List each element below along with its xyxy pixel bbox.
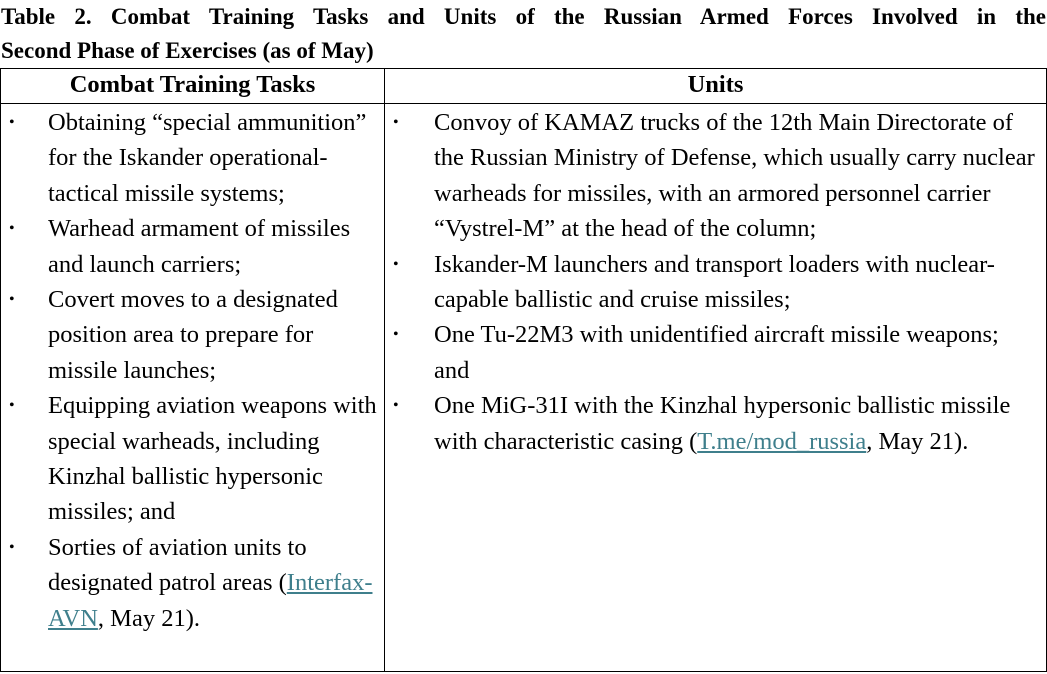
list-item-text: , May 21). xyxy=(97,604,200,632)
bullet-icon: • xyxy=(393,255,399,273)
tasks-list xyxy=(1,105,378,636)
header-units: Units xyxy=(385,69,1047,104)
list-item-text: Covert moves to a designated position area to prepare for missile launches; xyxy=(48,286,338,384)
list-item-unit-1 xyxy=(385,105,1046,247)
bullet-icon: • xyxy=(393,114,399,131)
list-item-text: , May 21). xyxy=(866,427,969,455)
bullet-icon: • xyxy=(9,220,15,238)
list-item-unit-3 xyxy=(385,317,1046,388)
source-link-interfax[interactable]: Interfax-AVN xyxy=(48,569,373,632)
list-item-text: One Tu-22M3 with unidentified aircraft missile weapons; and xyxy=(434,321,999,384)
bullet-icon: • xyxy=(9,538,15,556)
list-item-text: Warhead armament of missiles and launch carriers; xyxy=(48,215,351,278)
tasks-cell xyxy=(1,104,385,672)
list-item-text: One MiG-31I with the Kinzhal hypersonic ballistic missile with characteristic casing ( xyxy=(434,392,1011,455)
list-item-task-4 xyxy=(1,388,378,530)
units-cell xyxy=(385,104,1047,672)
combat-training-table xyxy=(0,68,1047,672)
list-item-text: Sorties of aviation units to designated patrol areas ( xyxy=(48,533,307,597)
source-link-tme[interactable]: T.me/mod_russia xyxy=(697,427,867,455)
header-combat-training-tasks: Combat Training Tasks xyxy=(1,69,385,104)
table-row xyxy=(1,104,1047,672)
list-item-text: Obtaining “special ammunition” for the Iskander operational-tactical missile systems; xyxy=(48,109,367,207)
bullet-icon: • xyxy=(393,326,399,344)
bullet-icon: • xyxy=(393,397,399,415)
bullet-icon: • xyxy=(9,291,15,309)
header-row xyxy=(1,69,1047,104)
list-item-text: Equipping aviation weapons with special warheads, including Kinzhal ballistic hypersonic missiles; and xyxy=(48,392,377,526)
list-item-unit-4 xyxy=(385,388,1046,459)
list-item-task-1 xyxy=(1,105,378,211)
list-item-text: Iskander-M launchers and transport loaders with nuclear-capable ballistic and cruise missiles; xyxy=(434,250,995,314)
list-item-task-2 xyxy=(1,211,378,282)
list-item-unit-2 xyxy=(385,247,1046,318)
table-caption xyxy=(0,0,1047,68)
bullet-icon: • xyxy=(9,114,15,131)
table-caption-line2: Second Phase of Exercises (as of May) xyxy=(1,38,374,63)
bullet-icon: • xyxy=(9,397,15,415)
list-item-task-5 xyxy=(1,530,378,636)
units-list xyxy=(385,105,1046,459)
list-item-text: Convoy of KAMAZ trucks of the 12th Main Directorate of the Russian Ministry of Defense, which usually carry nuclear warheads for missiles, with an armored personnel carrier “Vystrel-M” at the head of the column; xyxy=(434,109,1035,243)
list-item-task-3 xyxy=(1,282,378,388)
table-caption-line1: Table 2. Combat Training Tasks and Units of the Russian Armed Forces Involved in the xyxy=(1,4,1046,29)
